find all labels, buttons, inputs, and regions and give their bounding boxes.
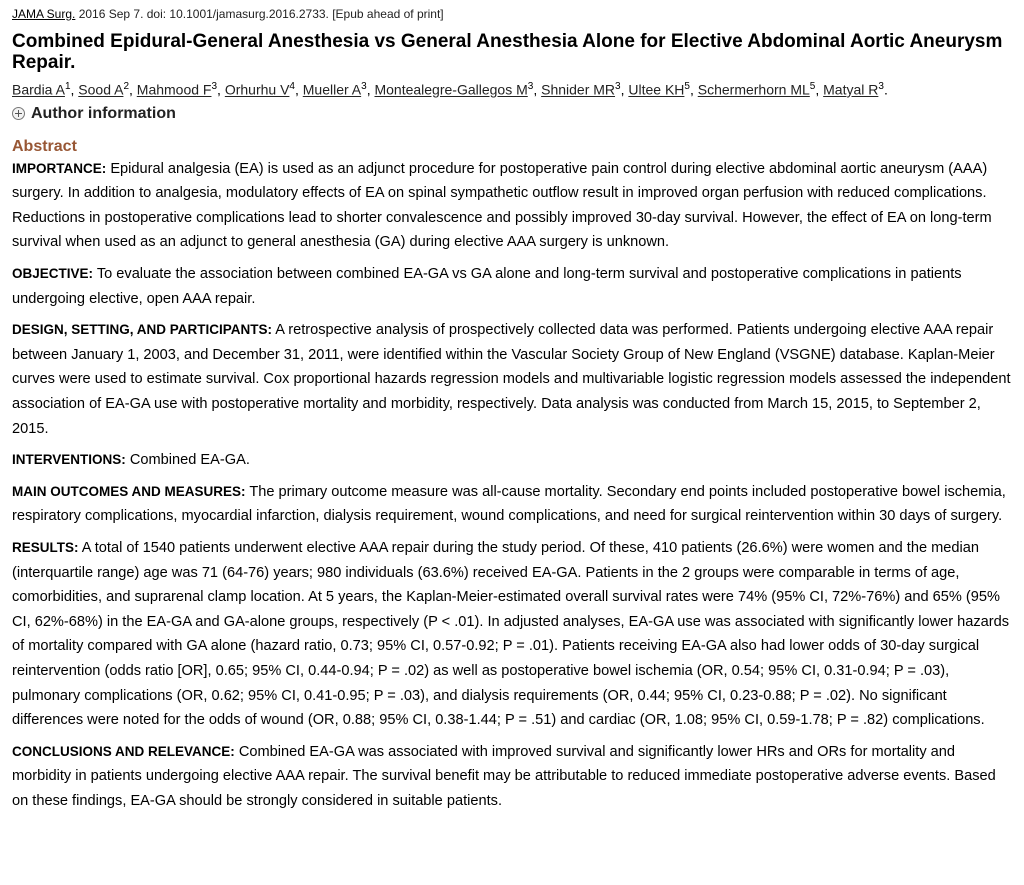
- section-text: To evaluate the association between combined EA-GA vs GA alone and long-term survival and postoperative complications in patients undergoing elective, open AAA repair.: [12, 266, 962, 307]
- author-link[interactable]: Matyal R: [823, 81, 879, 98]
- abstract-section-importance: [12, 157, 1012, 255]
- section-label: INTERVENTIONS:: [12, 452, 126, 468]
- section-label: RESULTS:: [12, 539, 79, 555]
- author-affiliation: 2: [123, 81, 129, 92]
- author-link[interactable]: Montealegre-Gallegos M: [374, 81, 528, 98]
- section-text: Combined EA-GA was associated with improved survival and significantly lower HRs and ORs for mortality and morbidity in patients undergoing elective AAA repair. The survival benefit may be attributable to reduced immediate postoperative adverse events. Based on these findings, EA-GA should be strongly considered in suitable patients.: [12, 743, 996, 809]
- author-link[interactable]: Sood A: [78, 81, 124, 98]
- author-link[interactable]: Shnider MR: [541, 81, 616, 98]
- abstract-section-conclusions: [12, 740, 1012, 814]
- author-affiliation: 5: [809, 81, 816, 92]
- journal-link[interactable]: JAMA Surg.: [12, 7, 76, 21]
- author-link[interactable]: Ultee KH: [628, 81, 685, 98]
- abstract-heading: Abstract: [12, 137, 77, 155]
- author-information-label: Author information: [31, 104, 176, 122]
- abstract-section-design: [12, 318, 1012, 441]
- author-link[interactable]: Schermerhorn ML: [697, 81, 810, 98]
- section-text: The primary outcome measure was all-cause mortality. Secondary end points included postoperative bowel ischemia, respiratory complications, myocardial infarction, dialysis requirement, wound complications, and need for surgical reintervention within 30 days of surgery.: [12, 483, 1006, 525]
- author-affiliation: 3: [615, 81, 621, 92]
- author-affiliation: 3: [211, 81, 218, 92]
- author-link[interactable]: Orhurhu V: [224, 81, 290, 98]
- section-label: DESIGN, SETTING, AND PARTICIPANTS:: [12, 322, 273, 338]
- citation-line: [12, 6, 1012, 23]
- author-affiliation: 3: [527, 81, 534, 92]
- section-label: MAIN OUTCOMES AND MEASURES:: [12, 483, 246, 499]
- abstract-body: [12, 157, 1012, 814]
- section-label: IMPORTANCE:: [12, 160, 107, 176]
- section-text: A retrospective analysis of prospectively collected data was performed. Patients undergoing elective AAA repair between January 1, 2003, and December 31, 2011, were identified within the Vascular Society Group of New England (VSGNE) database. Kaplan-Meier curves were used to estimate survival. Cox proportional hazards regression models and multivariable logistic regression models assessed the independent association of EA-GA use with postoperative mortality and morbidity, respectively. Data analysis was conducted from March 15, 2015, to September 2, 2015.: [12, 322, 1011, 437]
- author-link[interactable]: Bardia A: [12, 81, 65, 98]
- abstract-section-results: [12, 536, 1012, 733]
- section-text: Epidural analgesia (EA) is used as an adjunct procedure for postoperative pain control during elective abdominal aortic aneurysm (AAA) surgery. In addition to analgesia, modulatory effects of EA on spinal sympathetic outflow result in improved organ perfusion with reduced complications. Reductions in postoperative complications lead to shorter convalescence and possibly improved 30-day survival. However, the effect of EA on long-term survival when used as an adjunct to general anesthesia (GA) during elective AAA surgery is unknown.: [12, 160, 992, 251]
- abstract-section-interventions: [12, 448, 1012, 473]
- author-list: Bardia $A^1$, Sood $A^2$, Mahmood $F^3$, Orhurhu $V^4$, Mueller $A^3$, Montealegre-Gallegos $M^3$, Shnider $MR^3$, Ultee $KH^5$, Schermerhorn $ML^5$, Matyal $R^3$.: [12, 81, 888, 98]
- expand-plus-icon[interactable]: [12, 107, 25, 120]
- author-affiliation: 3: [878, 81, 884, 92]
- abstract-section-outcomes: [12, 480, 1012, 529]
- author-link[interactable]: Mueller A: [302, 81, 362, 98]
- author-affiliation: 1: [64, 81, 71, 92]
- section-text: Combined EA-GA.: [129, 452, 250, 469]
- author-affiliation: 3: [361, 81, 367, 92]
- author-affiliation: 5: [684, 81, 690, 92]
- author-information-toggle[interactable]: [12, 105, 1012, 123]
- section-text: A total of 1540 patients underwent elective AAA repair during the study period. Of these, 410 patients (26.6%) were women and the median (interquartile range) age was 71 (64-76) years; 980 individuals (63.6%) received EA-GA. Patients in the 2 groups were comparable in terms of age, comorbidities, and suprarenal clamp location. At 5 years, the Kaplan-Meier-estimated overall survival rates were 74% (95% CI, 72%-76%) and 65% (95% CI, 62%-68%) in the EA-GA and GA-alone groups, respectively (P < .01). In adjusted analyses, EA-GA use was associated with significantly lower hazards of mortality compared with GA alone (hazard ratio, 0.73; 95% CI, 0.57-0.92; P = .01). Patients receiving EA-GA also had lower odds of 30-day surgical reintervention (odds ratio [OR], 0.65; 95% CI, 0.44-0.94; P = .02) as well as postoperative bowel ischemia (OR, 0.54; 95% CI, 0.31-0.94; P = .03), pulmonary complications (OR, 0.62; 95% CI, 0.41-0.95; P = .03), and dialysis requirements (OR, 0.44; 95% CI, 0.23-0.88; P = .02). No significant differences were noted for the odds of wound (OR, 0.88; 95% CI, 0.38-1.44; P = .51) and cardiac (OR, 1.08; 95% CI, 0.59-1.78; P = .82) complications.: [12, 539, 1010, 729]
- abstract-section-objective: [12, 262, 1012, 311]
- author-link[interactable]: Mahmood F: [136, 81, 212, 98]
- author-affiliation: 4: [289, 81, 295, 92]
- article-title: Combined Epidural-General Anesthesia vs General Anesthesia Alone for Elective Abdominal Aortic Aneurysm Repair.: [12, 31, 1003, 73]
- section-label: CONCLUSIONS AND RELEVANCE:: [12, 743, 235, 759]
- citation-details: 2016 Sep 7. doi: 10.1001/jamasurg.2016.2733. [Epub ahead of print]: [75, 7, 444, 21]
- section-label: OBJECTIVE:: [12, 266, 94, 282]
